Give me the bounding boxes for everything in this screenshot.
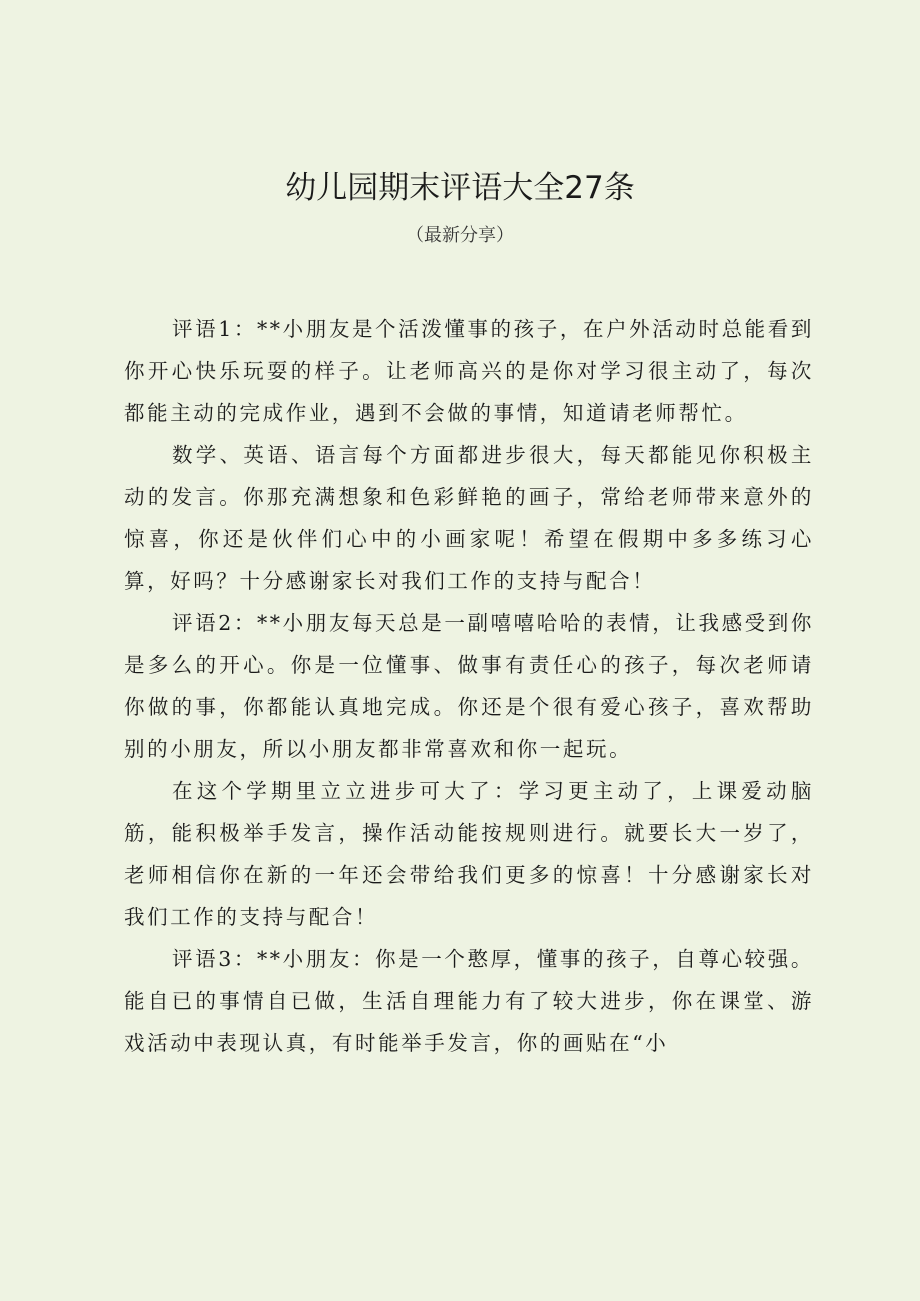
paragraph: 数学、英语、语言每个方面都进步很大，每天都能见你积极主动的发言。你那充满想象和色彩鲜艳的画子，常给老师带来意外的惊喜，你还是伙伴们心中的小画家呢！希望在假期中多多练习心算，好吗？十分感谢家长对我们工作的支持与配合！ bbox=[124, 443, 814, 593]
document-title: 幼儿园期末评语大全27条 bbox=[285, 170, 635, 206]
document-subtitle: （最新分享） bbox=[406, 225, 514, 246]
document-body bbox=[124, 308, 814, 1064]
paragraph: 评语3：**小朋友：你是一个憨厚，懂事的孩子，自尊心较强。能自已的事情自已做，生活自理能力有了较大进步，你在课堂、游戏活动中表现认真，有时能举手发言，你的画贴在“小 bbox=[124, 947, 814, 1055]
paragraph: 在这个学期里立立进步可大了：学习更主动了，上课爱动脑筋，能积极举手发言，操作活动能按规则进行。就要长大一岁了，老师相信你在新的一年还会带给我们更多的惊喜！十分感谢家长对我们工作的支持与配合！ bbox=[124, 779, 814, 929]
paragraph: 评语2：**小朋友每天总是一副嘻嘻哈哈的表情，让我感受到你是多么的开心。你是一位懂事、做事有责任心的孩子，每次老师请你做的事，你都能认真地完成。你还是个很有爱心孩子，喜欢帮助别的小朋友，所以小朋友都非常喜欢和你一起玩。 bbox=[124, 611, 814, 761]
paragraph: 评语1：**小朋友是个活泼懂事的孩子，在户外活动时总能看到你开心快乐玩耍的样子。让老师高兴的是你对学习很主动了，每次都能主动的完成作业，遇到不会做的事情，知道请老师帮忙。 bbox=[124, 317, 814, 425]
